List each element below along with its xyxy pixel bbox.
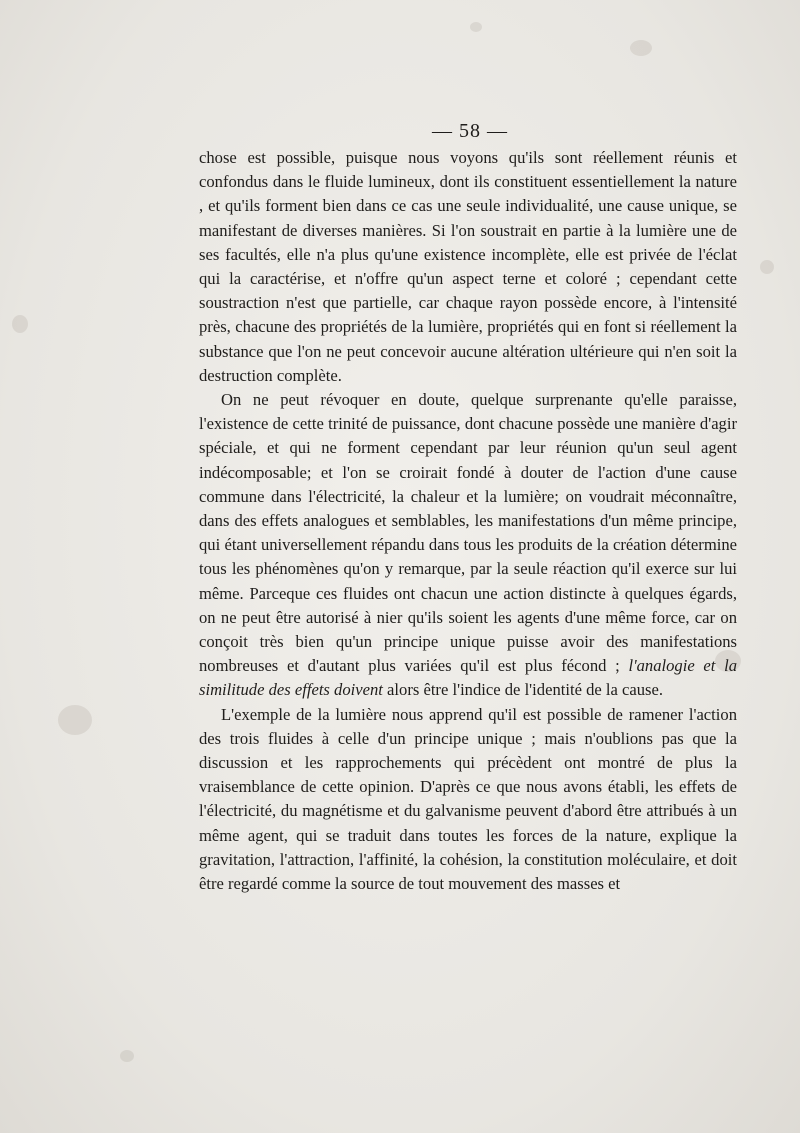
paper-stain <box>12 315 28 333</box>
body-text <box>199 146 737 896</box>
paragraph-1: chose est possible, puisque nous voyons qu'ils sont réellement réunis et confondus dans le fluide lumineux, dont ils constituent essentiellement la nature , et qu'ils forment bien dans ce cas une seule individualité, une cause unique, se manifestant de diverses manières. Si l'on soustrait en partie à la lumière une de ses facultés, elle n'a plus qu'une existence incomplète, elle est privée de l'éclat qui la caractérise, et n'offre qu'un aspect terne et coloré ; cependant cette soustraction n'est que partielle, car chaque rayon possède encore, à l'intensité près, chacune des propriétés de la lumière, propriétés qui en font si réellement la substance que l'on ne peut concevoir aucune altération ultérieure qui n'en soit la destruction complète. <box>199 148 737 385</box>
paper-stain <box>58 705 92 735</box>
paper-stain <box>630 40 652 56</box>
paragraph-3: L'exemple de la lumière nous apprend qu'il est possible de ramener l'action des trois fluides à celle d'un principe unique ; mais n'oublions pas que la discussion et les rapprochements qui précèdent ont montré de plus la vraisemblance de cette opinion. D'après ce que nous avons établi, les effets de l'électricité, du magnétisme et du galvanisme peuvent d'abord être attribués à un même agent, qui se traduit dans toutes les forces de la nature, explique la gravitation, l'attraction, l'affinité, la cohésion, la constitution moléculaire, et doit être regardé comme la source de tout mouvement des masses et <box>199 704 737 894</box>
paper-stain <box>760 260 774 274</box>
page-number: — 58 — <box>432 120 508 142</box>
paper-stain <box>470 22 482 32</box>
paper-stain <box>120 1050 134 1062</box>
paragraph-2 <box>199 388 737 703</box>
paragraph-2-ending: alors être l'indice de l'identité de la cause. <box>387 680 664 700</box>
paragraph-2-text: On ne peut révoquer en doute, quelque surprenante qu'elle paraisse, l'existence de cette trinité de puissance, dont chacune possède une manière d'agir spéciale, et qui ne forment cependant par leur réunion qu'un seul agent indécomposable; et l'on se croirait fondé à douter de l'action d'une cause commune dans l'électricité, la chaleur et la lumière; on voudrait méconnaître, dans des effets analogues et semblables, les manifestations d'un même principe, qui étant universellement répandu dans tous les produits de la création détermine tous les phénomènes qu'on y remarque, par la seule réaction qu'il exerce sur lui même. Parceque ces fluides ont chacun une action distincte à quelques égards, on ne peut être autorisé à nier qu'ils soient les agents d'une même force, car on conçoit très bien qu'un principe unique puisse avoir des manifestations nombreuses et d'autant plus variées qu'il est plus fécond ; <box>199 390 737 676</box>
paragraph-2-italic: l'analogie et la similitude des effets doivent <box>199 656 737 700</box>
